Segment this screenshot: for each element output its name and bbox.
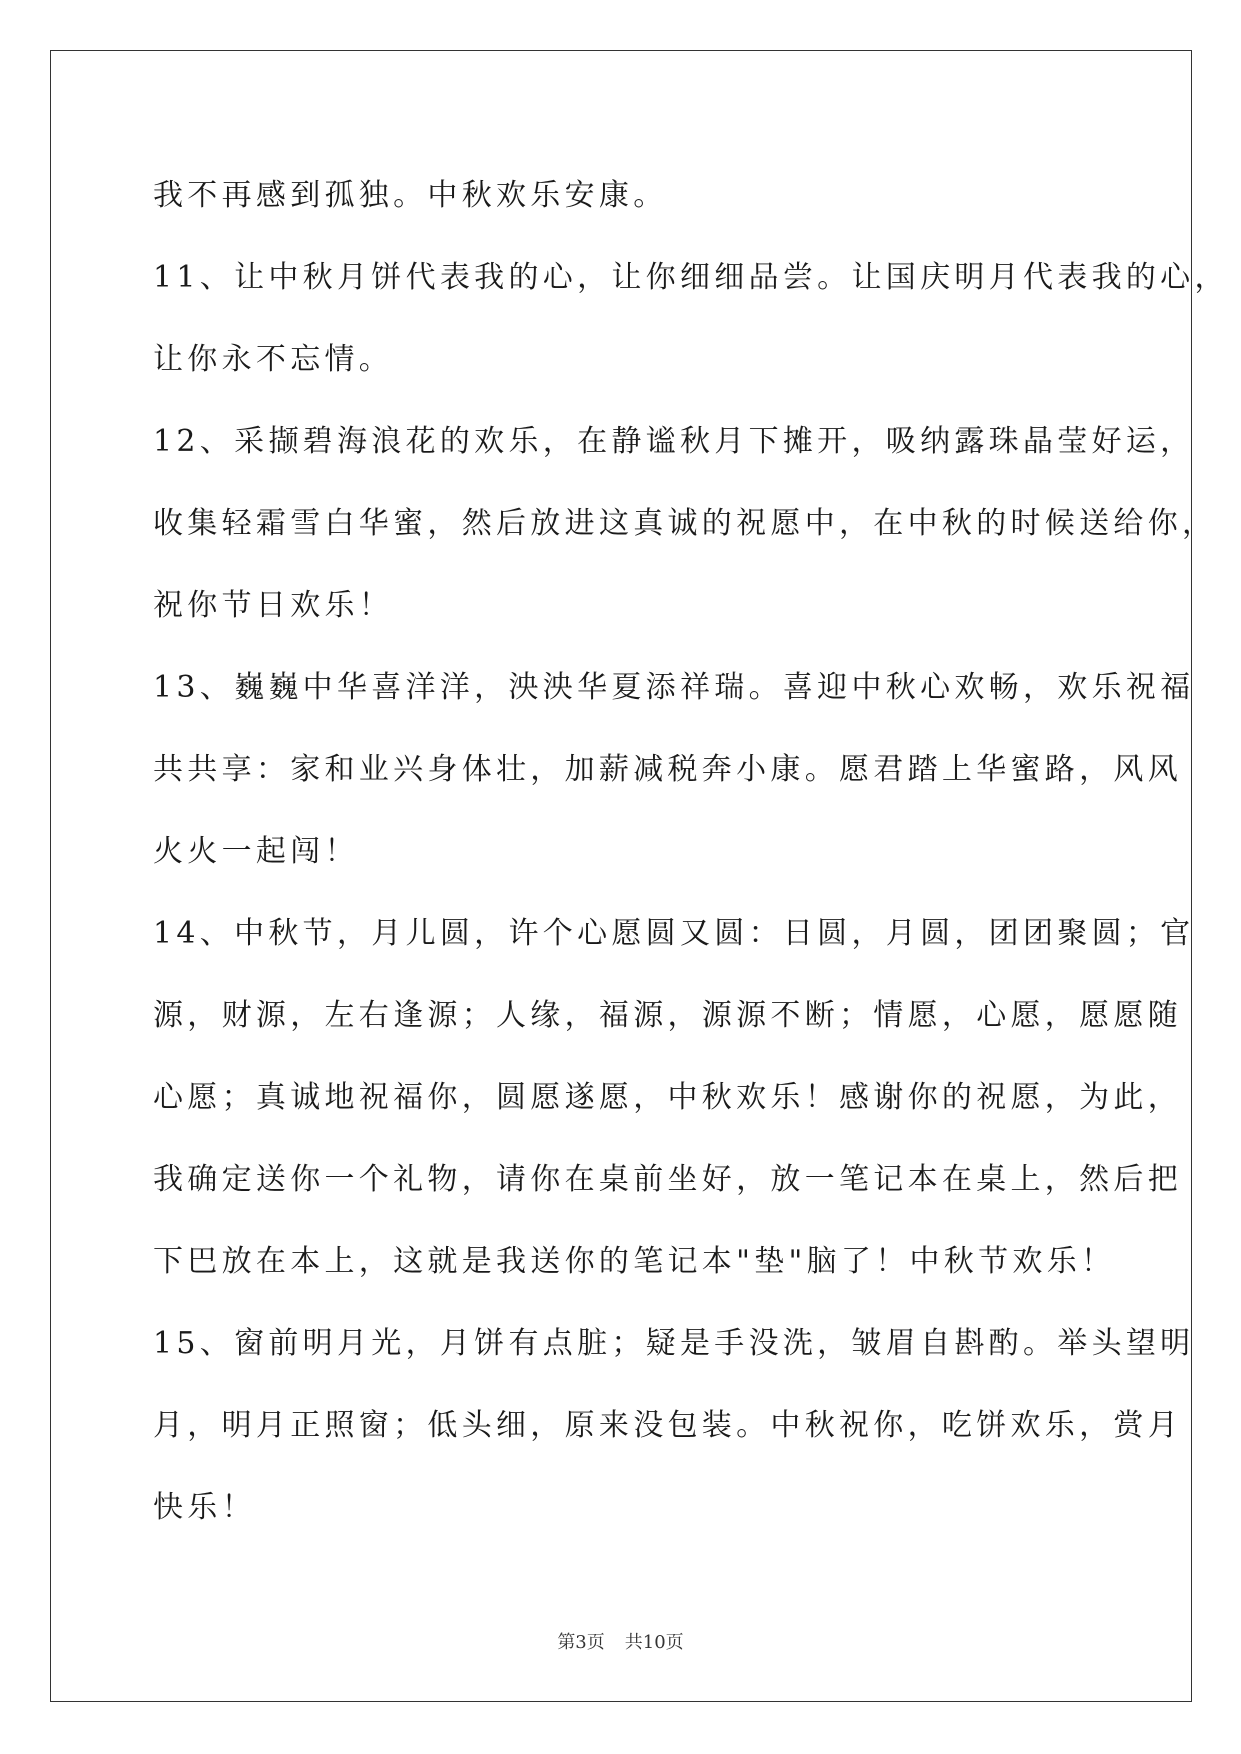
text-line: 祝你节日欢乐！ [153,588,394,623]
text-line: 下巴放在本上，这就是我送你的笔记本"垫"脑了！中秋节欢乐！ [153,1244,1116,1279]
text-line: 月，明月正照窗；低头细，原来没包装。中秋祝你，吃饼欢乐，赏月 [153,1408,1182,1443]
page-footer [0,1628,1241,1654]
text-line: 让你永不忘情。 [153,342,394,377]
text-line: 收集轻霜雪白华蜜，然后放进这真诚的祝愿中，在中秋的时候送给你， [153,506,1217,541]
text-line: 15、窗前明月光，月饼有点脏；疑是手没洗，皱眉自斟酌。举头望明 [153,1326,1195,1361]
text-line: 我确定送你一个礼物，请你在桌前坐好，放一笔记本在桌上，然后把 [153,1162,1182,1197]
text-line: 心愿；真诚地祝福你，圆愿遂愿，中秋欢乐！感谢你的祝愿，为此， [153,1080,1182,1115]
text-line: 11、让中秋月饼代表我的心，让你细细品尝。让国庆明月代表我的心， [153,260,1229,295]
text-line: 13、巍巍中华喜洋洋，泱泱华夏添祥瑞。喜迎中秋心欢畅，欢乐祝福 [153,670,1195,705]
text-line: 我不再感到孤独。中秋欢乐安康。 [153,178,668,213]
text-line: 火火一起闯！ [153,834,359,869]
text-line: 12、采撷碧海浪花的欢乐，在静谧秋月下摊开，吸纳露珠晶莹好运， [153,424,1195,459]
text-line: 14、中秋节，月儿圆，许个心愿圆又圆：日圆，月圆，团团聚圆；官 [153,916,1195,951]
document-body [153,166,1229,1560]
text-line: 共共享：家和业兴身体壮，加薪减税奔小康。愿君踏上华蜜路，风风 [153,752,1182,787]
text-line: 源，财源，左右逢源；人缘，福源，源源不断；情愿，心愿，愿愿随 [153,998,1182,1033]
page-number: 第3页 [557,1632,605,1653]
text-line: 快乐！ [153,1490,256,1525]
page-total: 共10页 [624,1632,684,1653]
